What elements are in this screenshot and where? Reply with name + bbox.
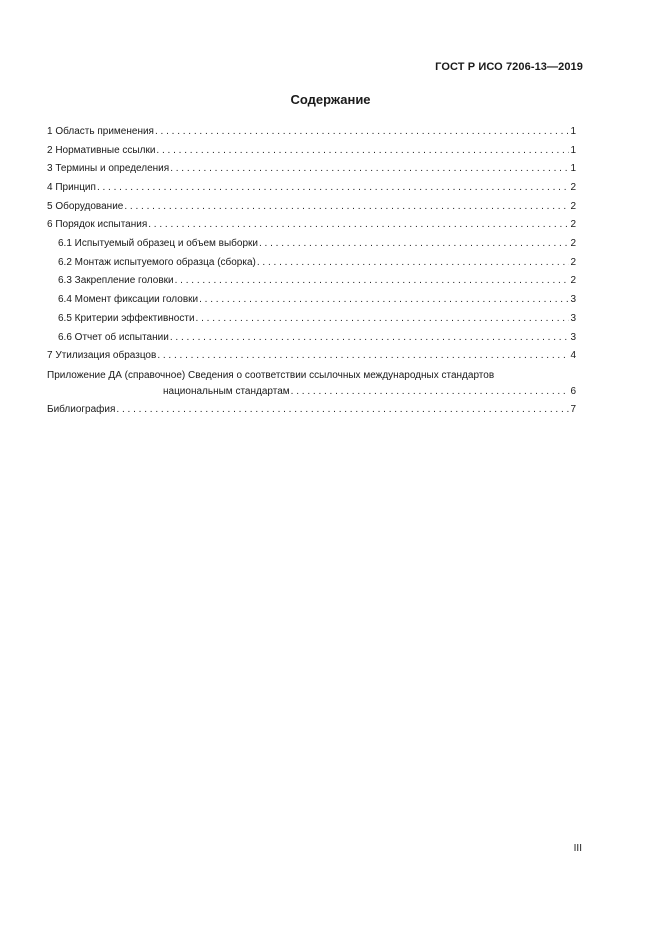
toc-leader-dots <box>170 329 570 348</box>
toc-entry-label: 3 Термины и определения <box>47 163 170 175</box>
toc-leader-dots <box>157 347 569 366</box>
toc-entry-label: 6.3 Закрепление головки <box>58 275 174 287</box>
toc-title: Содержание <box>290 92 371 107</box>
toc-entry-bibliography[interactable] <box>47 401 576 420</box>
toc-entry-1[interactable] <box>47 123 576 142</box>
toc-entry-label: Библиография <box>47 403 116 415</box>
toc-leader-dots <box>155 123 569 142</box>
toc-entry-2[interactable] <box>47 142 576 161</box>
toc-leader-dots <box>257 254 570 273</box>
table-of-contents <box>47 123 576 420</box>
toc-entry-page: 3 <box>570 331 576 343</box>
toc-leader-dots <box>170 160 569 179</box>
toc-entry-page: 2 <box>570 256 576 268</box>
toc-leader-dots <box>97 179 570 198</box>
toc-entry-5[interactable] <box>47 198 576 217</box>
toc-leader-dots <box>156 142 569 161</box>
toc-leader-dots <box>116 401 569 420</box>
toc-entry-page: 2 <box>570 182 576 194</box>
toc-entry-page: 2 <box>570 275 576 287</box>
toc-entry-page: 6 <box>570 386 576 398</box>
toc-entry-6-5[interactable] <box>47 310 576 329</box>
toc-entry-page: 1 <box>570 125 576 137</box>
toc-entry-page: 3 <box>570 294 576 306</box>
toc-annex-label-line2: национальным стандартам <box>163 386 290 398</box>
toc-entry-page: 1 <box>570 163 576 175</box>
document-code: ГОСТ Р ИСО 7206-13—2019 <box>435 61 583 73</box>
toc-entry-6-6[interactable] <box>47 329 576 348</box>
toc-entry-page: 4 <box>570 350 576 362</box>
toc-entry-label: 1 Область применения <box>47 125 154 137</box>
toc-leader-dots <box>196 310 570 329</box>
toc-entry-label: 4 Принцип <box>47 182 96 194</box>
toc-entry-6-2[interactable] <box>47 254 576 273</box>
toc-leader-dots <box>199 291 569 310</box>
toc-entry-page: 2 <box>570 200 576 212</box>
toc-entry-label: 6.5 Критерии эффективности <box>58 312 195 324</box>
toc-entry-page: 2 <box>570 219 576 231</box>
toc-entry-page: 7 <box>570 403 576 415</box>
toc-entry-6-3[interactable] <box>47 273 576 292</box>
toc-entry-label: 2 Нормативные ссылки <box>47 144 156 156</box>
toc-leader-dots <box>148 216 569 235</box>
toc-entry-label: 5 Оборудование <box>47 200 124 212</box>
toc-entry-3[interactable] <box>47 160 576 179</box>
toc-entry-page: 2 <box>570 238 576 250</box>
toc-annex-line2 <box>47 384 576 401</box>
toc-entry-label: 6 Порядок испытания <box>47 219 148 231</box>
toc-entry-6-4[interactable] <box>47 291 576 310</box>
toc-entry-7[interactable] <box>47 347 576 366</box>
toc-leader-dots <box>175 272 570 291</box>
toc-entry-6-1[interactable] <box>47 235 576 254</box>
toc-leader-dots <box>124 198 569 217</box>
page-number: III <box>573 843 582 854</box>
toc-entry-label: 6.4 Момент фиксации головки <box>58 294 199 306</box>
toc-entry-4[interactable] <box>47 179 576 198</box>
toc-entry-label: 7 Утилизация образцов <box>47 350 157 362</box>
toc-leader-dots <box>291 384 570 401</box>
toc-entry-page: 1 <box>570 144 576 156</box>
toc-entry-page: 3 <box>570 312 576 324</box>
toc-entry-label: 6.1 Испытуемый образец и объем выборки <box>58 238 258 250</box>
toc-entry-annex[interactable] <box>47 366 576 401</box>
toc-leader-dots <box>259 235 569 254</box>
toc-entry-6[interactable] <box>47 216 576 235</box>
toc-entry-label: 6.2 Монтаж испытуемого образца (сборка) <box>58 256 256 268</box>
toc-annex-label-line1: Приложение ДА (справочное) Сведения о соответствии ссылочных международных стандартов <box>47 369 495 381</box>
toc-entry-label: 6.6 Отчет об испытании <box>58 331 169 343</box>
